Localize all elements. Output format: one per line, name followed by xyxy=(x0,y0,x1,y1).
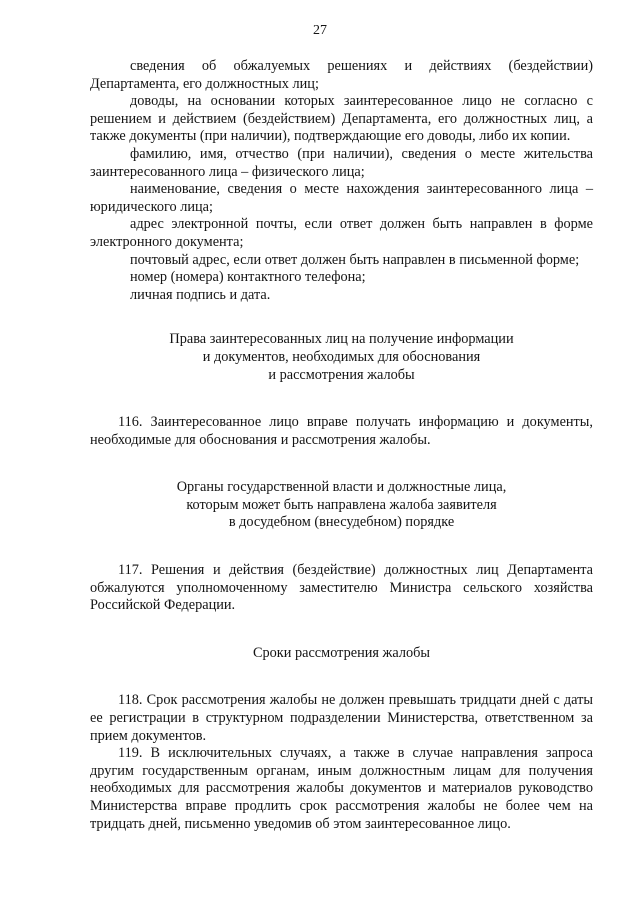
list-item: доводы, на основании которых заинтересованное лицо не согласно с решением и действием (бездействием) Департамента, его должностных лиц, а также документы (при наличии), подтверждающие его доводы, либо их копии. xyxy=(90,93,593,145)
list-item: почтовый адрес, если ответ должен быть направлен в письменной форме; xyxy=(130,251,580,268)
list-item: номер (номера) контактного телефона; xyxy=(130,269,366,286)
list-item: фамилию, имя, отчество (при наличии), сведения о месте жительства заинтересованного лица – физического лица; xyxy=(90,145,593,180)
list-item: адрес электронной почты, если ответ должен быть направлен в форме электронного документа; xyxy=(90,216,593,250)
document-body xyxy=(90,58,593,833)
list-item: сведения об обжалуемых решениях и действиях (бездействии) Департамента, его должностных лиц; xyxy=(90,58,593,92)
list-item: личная подпись и дата. xyxy=(130,286,271,303)
paragraph-118: 118. Срок рассмотрения жалобы не должен превышать тридцати дней с даты ее регистрации в структурном подразделении Министерства, ответственном за прием документов. xyxy=(90,692,593,744)
section-heading-authorities: Органы государственной власти и должностные лица, которым может быть направлена жалоба заявителя в досудебном (внесудебном) порядке xyxy=(176,479,507,531)
paragraph-119: 119. В исключительных случаях, а также в случае направления запроса другим государственным органам, иным должностным лицам для получения необходимых для рассмотрения жалобы документов и материалов руководство Министерства вправе продлить срок рассмотрения жалобы не более чем на тридцать дней, письменно уведомив об этом заинтересованное лицо. xyxy=(90,745,593,832)
list-item: наименование, сведения о месте нахождения заинтересованного лица – юридического лица; xyxy=(90,181,593,215)
section-heading-terms: Сроки рассмотрения жалобы xyxy=(252,644,431,661)
section-heading-rights: Права заинтересованных лиц на получение информации и документов, необходимых для обоснования и рассмотрения жалобы xyxy=(169,331,514,383)
page-number: 27 xyxy=(313,23,327,38)
paragraph-117: 117. Решения и действия (бездействие) должностных лиц Департамента обжалуются уполномоченному заместителю Министра сельского хозяйства Российской Федерации. xyxy=(90,562,593,614)
paragraph-116: 116. Заинтересованное лицо вправе получать информацию и документы, необходимые для обоснования и рассмотрения жалобы. xyxy=(90,414,593,448)
